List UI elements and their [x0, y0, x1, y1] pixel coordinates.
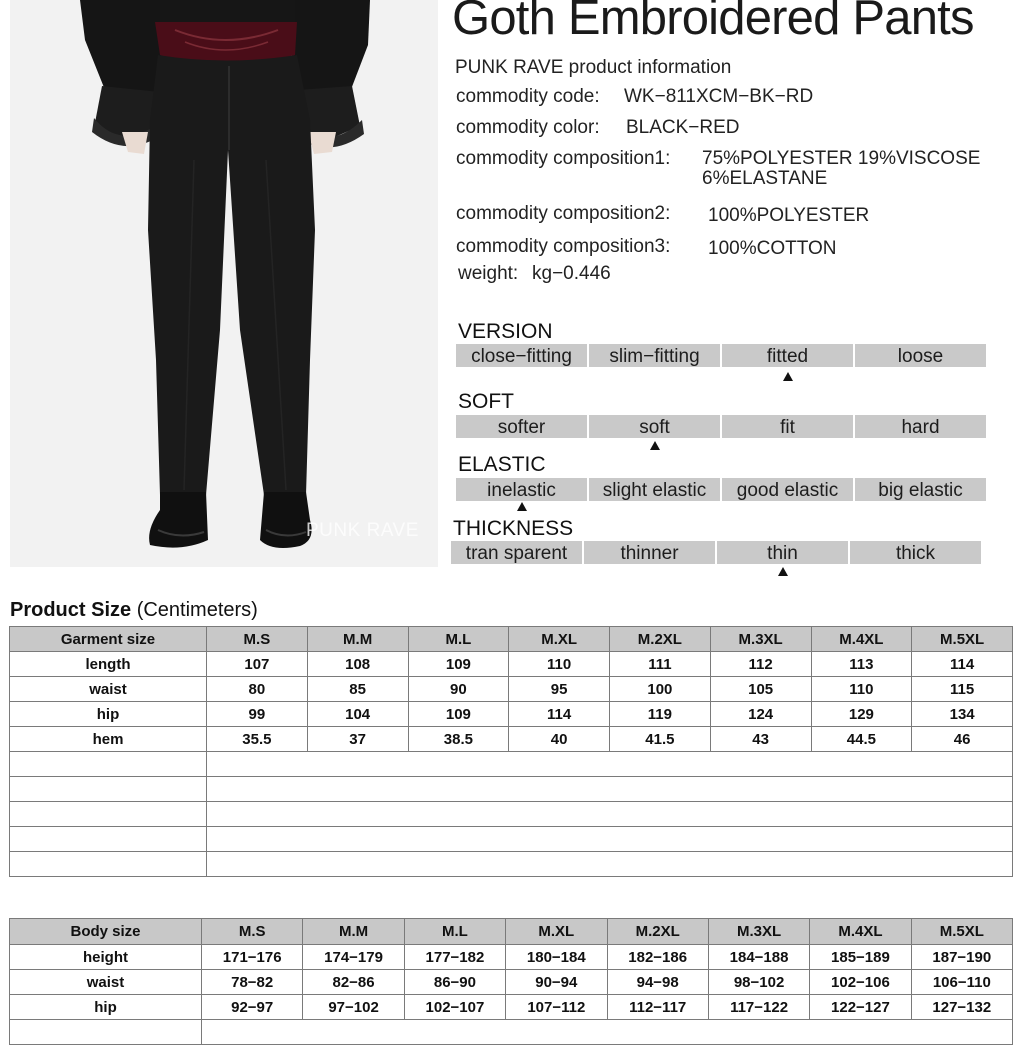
table-cell: 109: [408, 652, 509, 677]
table-cell: 90: [408, 677, 509, 702]
empty-row: [10, 852, 1013, 877]
column-header: M.L: [404, 919, 505, 945]
table-cell: 109: [408, 702, 509, 727]
info-row-composition3: [456, 236, 837, 259]
table-cell: 90−94: [506, 970, 607, 995]
scale-option-elastic: inelastic: [456, 478, 587, 501]
scale-option-thickness: thick: [850, 541, 981, 564]
column-header: M.5XL: [911, 919, 1012, 945]
scale-label-elastic: ELASTIC: [458, 453, 546, 476]
empty-cell: [10, 1020, 202, 1045]
table-cell: 98−102: [708, 970, 809, 995]
table-cell: 117−122: [708, 995, 809, 1020]
empty-cell: [10, 752, 207, 777]
empty-cell: [202, 1020, 1013, 1045]
empty-row: [10, 1020, 1013, 1045]
table-cell: 104: [307, 702, 408, 727]
table-cell: 115: [912, 677, 1013, 702]
table-cell: 86−90: [404, 970, 505, 995]
table-cell: 43: [710, 727, 811, 752]
column-header: M.2XL: [607, 919, 708, 945]
table-cell: 112: [710, 652, 811, 677]
info-row-composition1: [456, 148, 981, 189]
scale-option-elastic: good elastic: [722, 478, 853, 501]
info-label: commodity composition1:: [456, 148, 671, 169]
column-header: M.S: [207, 627, 308, 652]
row-label: hip: [10, 702, 207, 727]
table-cell: 102−106: [810, 970, 911, 995]
table-cell: 95: [509, 677, 610, 702]
empty-row: [10, 752, 1013, 777]
garment-header-row: [10, 627, 1013, 652]
table-cell: 94−98: [607, 970, 708, 995]
scale-label-soft: SOFT: [458, 390, 514, 413]
scale-option-elastic: slight elastic: [589, 478, 720, 501]
scale-label-version: VERSION: [458, 320, 553, 343]
table-cell: 105: [710, 677, 811, 702]
info-row-code: [456, 86, 814, 108]
column-header: M.M: [307, 627, 408, 652]
row-label: length: [10, 652, 207, 677]
info-value: 100%POLYESTER: [708, 205, 870, 226]
table-cell: 182−186: [607, 945, 708, 970]
info-value: 100%COTTON: [708, 238, 837, 259]
scale-option-thickness: thin: [717, 541, 848, 564]
pants-model-illustration: [10, 0, 438, 567]
table-row: [10, 727, 1013, 752]
empty-cell: [10, 827, 207, 852]
table-cell: 187−190: [911, 945, 1012, 970]
scale-option-soft: hard: [855, 415, 986, 438]
info-label: weight:: [458, 263, 519, 284]
column-header: M.3XL: [708, 919, 809, 945]
column-header: M.4XL: [811, 627, 912, 652]
table-cell: 113: [811, 652, 912, 677]
product-title: Goth Embroidered Pants: [452, 0, 974, 45]
table-cell: 106−110: [911, 970, 1012, 995]
empty-cell: [207, 802, 1013, 827]
table-cell: 124: [710, 702, 811, 727]
table-row: [10, 652, 1013, 677]
product-photo: [10, 0, 438, 567]
info-value: kg−0.446: [532, 263, 611, 284]
scale-option-soft: soft: [589, 415, 720, 438]
empty-cell: [207, 752, 1013, 777]
info-value: 75%POLYESTER 19%VISCOSE: [702, 148, 981, 169]
table-cell: 100: [610, 677, 711, 702]
table-cell: 134: [912, 702, 1013, 727]
table-cell: 111: [610, 652, 711, 677]
table-row: [10, 945, 1013, 970]
table-cell: 110: [509, 652, 610, 677]
column-header: M.S: [202, 919, 303, 945]
empty-row: [10, 802, 1013, 827]
empty-row: [10, 827, 1013, 852]
table-cell: 44.5: [811, 727, 912, 752]
selected-marker-thickness: [778, 567, 788, 576]
table-cell: 184−188: [708, 945, 809, 970]
info-value-continued: 6%ELASTANE: [702, 168, 828, 189]
table-cell: 102−107: [404, 995, 505, 1020]
column-header: M.4XL: [810, 919, 911, 945]
empty-row: [10, 777, 1013, 802]
info-row-weight: [458, 263, 611, 285]
table-cell: 127−132: [911, 995, 1012, 1020]
table-cell: 82−86: [303, 970, 404, 995]
table-cell: 97−102: [303, 995, 404, 1020]
selected-marker-soft: [650, 441, 660, 450]
info-row-color: [456, 117, 740, 139]
table-cell: 78−82: [202, 970, 303, 995]
row-label: hem: [10, 727, 207, 752]
scale-option-version: slim−fitting: [589, 344, 720, 367]
body-header-row: [10, 919, 1013, 945]
table-cell: 40: [509, 727, 610, 752]
product-size-heading: [10, 599, 258, 622]
empty-cell: [10, 777, 207, 802]
scale-option-version: close−fitting: [456, 344, 587, 367]
selected-marker-elastic: [517, 502, 527, 511]
scale-option-elastic: big elastic: [855, 478, 986, 501]
table-cell: 85: [307, 677, 408, 702]
selected-marker-version: [783, 372, 793, 381]
table-cell: 112−117: [607, 995, 708, 1020]
column-header: M.XL: [506, 919, 607, 945]
table-row: [10, 970, 1013, 995]
info-label: commodity color:: [456, 117, 600, 138]
scale-option-thickness: thinner: [584, 541, 715, 564]
table-cell: 185−189: [810, 945, 911, 970]
table-cell: 110: [811, 677, 912, 702]
table-cell: 119: [610, 702, 711, 727]
column-header: M.L: [408, 627, 509, 652]
info-label: commodity composition3:: [456, 236, 671, 257]
row-label: hip: [10, 995, 202, 1020]
table-cell: 38.5: [408, 727, 509, 752]
empty-cell: [207, 777, 1013, 802]
empty-cell: [207, 827, 1013, 852]
table-cell: 80: [207, 677, 308, 702]
scale-option-version: loose: [855, 344, 986, 367]
info-row-composition2: [456, 203, 870, 226]
empty-cell: [207, 852, 1013, 877]
table-cell: 174−179: [303, 945, 404, 970]
row-label: waist: [10, 970, 202, 995]
table-row: [10, 995, 1013, 1020]
table-cell: 41.5: [610, 727, 711, 752]
table-cell: 122−127: [810, 995, 911, 1020]
scale-option-thickness: tran sparent: [451, 541, 582, 564]
brand-info-line: PUNK RAVE product information: [455, 57, 732, 78]
scale-option-soft: softer: [456, 415, 587, 438]
info-label: commodity code:: [456, 86, 600, 107]
column-header: M.3XL: [710, 627, 811, 652]
table-cell: 108: [307, 652, 408, 677]
column-header: Body size: [10, 919, 202, 945]
column-header: M.M: [303, 919, 404, 945]
table-cell: 114: [509, 702, 610, 727]
product-size-title: Product Size: [10, 599, 132, 621]
body-size-table: [9, 918, 1013, 1045]
brand-watermark: PUNK RAVE: [306, 520, 419, 541]
table-row: [10, 702, 1013, 727]
garment-size-table: [9, 626, 1013, 877]
column-header: M.2XL: [610, 627, 711, 652]
table-cell: 114: [912, 652, 1013, 677]
table-cell: 99: [207, 702, 308, 727]
product-size-unit: (Centimeters): [136, 599, 258, 621]
info-value: WK−811XCM−BK−RD: [624, 86, 814, 107]
table-cell: 129: [811, 702, 912, 727]
scale-option-version: fitted: [722, 344, 853, 367]
scale-label-thickness: THICKNESS: [453, 517, 574, 540]
table-cell: 35.5: [207, 727, 308, 752]
empty-cell: [10, 852, 207, 877]
table-cell: 171−176: [202, 945, 303, 970]
table-cell: 107: [207, 652, 308, 677]
row-label: height: [10, 945, 202, 970]
table-cell: 37: [307, 727, 408, 752]
info-label: commodity composition2:: [456, 203, 671, 224]
table-cell: 92−97: [202, 995, 303, 1020]
empty-cell: [10, 802, 207, 827]
table-cell: 180−184: [506, 945, 607, 970]
column-header: M.5XL: [912, 627, 1013, 652]
table-row: [10, 677, 1013, 702]
column-header: M.XL: [509, 627, 610, 652]
table-cell: 177−182: [404, 945, 505, 970]
info-value: BLACK−RED: [626, 117, 740, 138]
row-label: waist: [10, 677, 207, 702]
table-cell: 107−112: [506, 995, 607, 1020]
table-cell: 46: [912, 727, 1013, 752]
column-header: Garment size: [10, 627, 207, 652]
scale-option-soft: fit: [722, 415, 853, 438]
